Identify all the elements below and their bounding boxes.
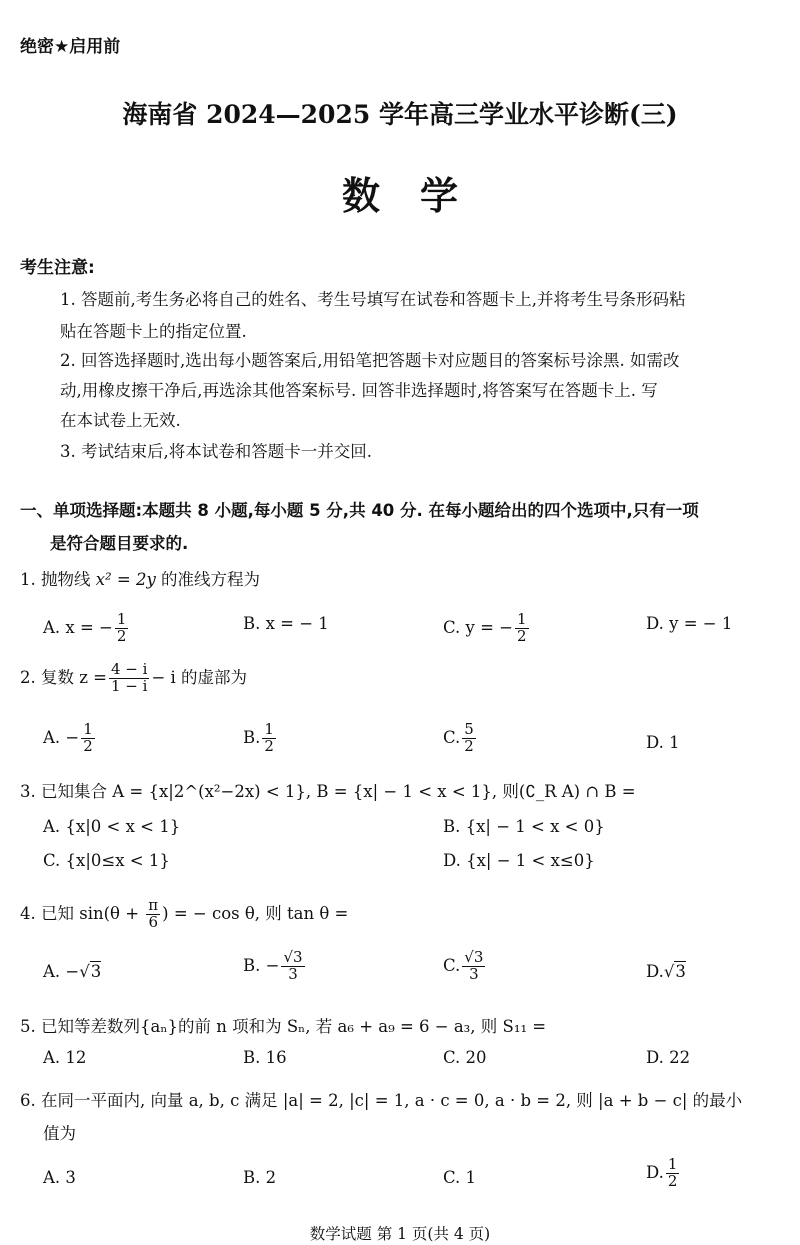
question-2-option-c: C. $\frac{5}{2}$ — [443, 720, 474, 755]
question-4-option-d: D.√3 — [646, 962, 686, 981]
question-3-option-d: D. {x| − 1 < x≤0} — [443, 851, 595, 870]
question-6-option-a: A. 3 — [43, 1168, 76, 1187]
confidential-mark: 绝密★启用前 — [20, 37, 121, 57]
question-4-option-c: C. $\frac{√3}{3}$ — [443, 948, 484, 983]
question-1-option-a: A. x = − $\frac{1}{2}$ — [43, 610, 127, 645]
question-3-stem: 3. 已知集合 A = {x|2^(x²−2x) < 1}, B = {x| − 1 < x < 1}, 则(∁_R A) ∩ B = — [20, 782, 636, 801]
question-2-option-d: D. 1 — [646, 733, 680, 752]
question-3-option-b: B. {x| − 1 < x < 0} — [443, 817, 605, 836]
notice-heading: 考生注意: — [20, 258, 95, 278]
question-1-option-b: B. x = − 1 — [243, 614, 329, 633]
question-5-stem: 5. 已知等差数列{aₙ}的前 n 项和为 Sₙ, 若 a₆ + a₉ = 6 − a₃, 则 S₁₁ = — [20, 1017, 547, 1036]
question-5-option-a: A. 12 — [43, 1048, 87, 1067]
question-1-option-d: D. y = − 1 — [646, 614, 733, 633]
subject-title: 数学 — [341, 173, 498, 218]
page-footer: 数学试题 第 1 页(共 4 页) — [309, 1225, 491, 1243]
question-6-option-b: B. 2 — [243, 1168, 277, 1187]
section-heading: 一、单项选择题:本题共 8 小题,每小题 5 分,共 40 分. 在每小题给出的四个选项中,只有一项 — [20, 501, 699, 520]
notice-line: 3. 考试结束后,将本试卷和答题卡一并交回. — [60, 442, 372, 461]
question-4-option-b: B. − $\frac{√3}{3}$ — [243, 948, 303, 983]
question-6-option-d: D. $\frac{1}{2}$ — [646, 1155, 678, 1190]
question-2-stem: 2. 复数 z = $\frac{4 - i}{1 - i}$ − i 的虚部为 — [20, 660, 248, 695]
question-1-stem: 1. 抛物线 x² = 2y 的准线方程为 — [20, 570, 261, 589]
question-6-option-c: C. 1 — [443, 1168, 477, 1187]
exam-title: 海南省 2024—2025 学年高三学业水平诊断(三) — [122, 100, 678, 129]
section-heading-cont: 是符合题目要求的. — [50, 534, 189, 553]
notice-line: 2. 回答选择题时,选出每小题答案后,用铅笔把答题卡对应题目的答案标号涂黑. 如需改 — [60, 351, 680, 370]
question-5-option-d: D. 22 — [646, 1048, 691, 1067]
question-3-option-c: C. {x|0≤x < 1} — [43, 851, 170, 870]
question-6-stem-cont: 值为 — [43, 1124, 76, 1143]
question-5-option-c: C. 20 — [443, 1048, 487, 1067]
notice-line: 动,用橡皮擦干净后,再选涂其他答案标号. 回答非选择题时,将答案写在答题卡上. 写 — [60, 381, 658, 400]
question-5-option-b: B. 16 — [243, 1048, 287, 1067]
notice-line: 在本试卷上无效. — [60, 411, 181, 430]
question-6-stem: 6. 在同一平面内, 向量 a, b, c 满足 |a| = 2, |c| = 1, a · c = 0, a · b = 2, 则 |a + b − c| 的最小 — [20, 1091, 743, 1110]
question-3-option-a: A. {x|0 < x < 1} — [43, 817, 181, 836]
question-4-stem: 4. 已知 sin(θ + $\frac{\pi}{6}$ ) = − cos θ, 则 tan θ = — [20, 896, 349, 931]
notice-line: 贴在答题卡上的指定位置. — [60, 322, 247, 341]
question-2-option-a: A. − $\frac{1}{2}$ — [43, 720, 93, 755]
notice-line: 1. 答题前,考生务必将自己的姓名、考生号填写在试卷和答题卡上,并将考生号条形码粘 — [60, 290, 686, 309]
question-2-option-b: B. $\frac{1}{2}$ — [243, 720, 274, 755]
question-1-option-c: C. y = − $\frac{1}{2}$ — [443, 610, 527, 645]
question-4-option-a: A. −√3 — [43, 962, 102, 981]
